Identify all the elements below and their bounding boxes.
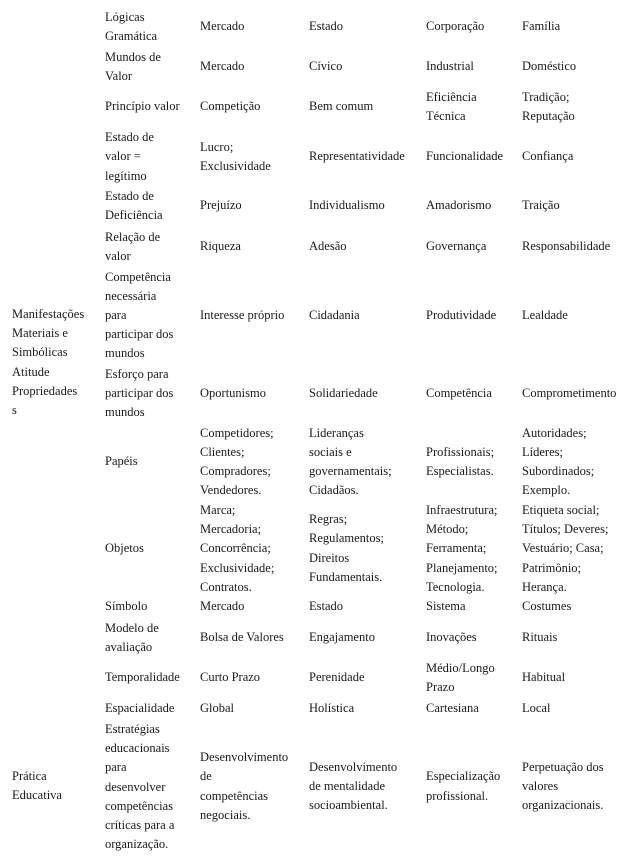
cell-familia: Responsabilidade <box>522 239 611 254</box>
cell-familia: Traição <box>522 198 560 213</box>
cell-familia: Costumes <box>522 599 572 614</box>
cell-corporacao: Competência <box>426 385 492 400</box>
cell-familia: Tradição; Reputação <box>522 89 575 123</box>
group-header-manifestacoes: Manifestações Materiais e Simbólicas Atitude Propriedades s <box>12 307 85 418</box>
cell-mercado: Mercado <box>200 59 245 74</box>
row-label: Espacialidade <box>105 701 175 716</box>
cell-mercado: Lucro; Exclusividade <box>200 139 271 173</box>
row-label: Modelo de avaliação <box>105 620 159 654</box>
cell-familia: Doméstico <box>522 59 577 74</box>
cell-corporacao: Amadorismo <box>426 198 492 213</box>
row-label: Temporalidade <box>105 670 180 685</box>
cell-estado: Holística <box>309 701 355 716</box>
cell-corporacao: Governança <box>426 239 487 254</box>
cell-mercado: Curto Prazo <box>200 670 261 685</box>
cell-estado: Perenidade <box>309 670 365 685</box>
row-label: Relação de valor <box>105 229 161 263</box>
cell-estado: Cívico <box>309 59 343 74</box>
group-header-pratica-educativa: Prática Educativa <box>12 769 62 803</box>
cell-corporacao: Infraestrutura; Método; Ferramenta; Planejamento; Tecnologia. <box>426 503 498 594</box>
cell-estado: Individualismo <box>309 198 385 213</box>
cell-mercado: Prejuízo <box>200 198 242 213</box>
cell-corporacao: Sistema <box>426 599 466 614</box>
cell-corporacao: Eficiência Técnica <box>426 89 477 123</box>
row-label: Lógicas Gramática <box>105 9 158 43</box>
cell-corporacao: Produtividade <box>426 307 497 322</box>
cell-mercado: Competição <box>200 99 261 114</box>
cell-familia: Lealdade <box>522 307 568 322</box>
cell-familia: Etiqueta social; Títulos; Deveres; Vestuário; Casa; Patrimônio; Herança. <box>522 503 609 594</box>
row-label: Estratégias educacionais para desenvolver competências críticas para a organização. <box>105 722 175 852</box>
cell-corporacao: Inovações <box>426 630 477 645</box>
cell-estado: Regras; Regulamentos; Direitos Fundamentais. <box>309 512 384 584</box>
cell-estado: Estado <box>309 599 344 614</box>
cell-mercado: Mercado <box>200 19 245 34</box>
row-label: Princípio valor <box>105 99 180 114</box>
cell-mercado: Bolsa de Valores <box>200 630 284 645</box>
cell-familia: Local <box>522 701 551 716</box>
cell-corporacao: Profissionais; Especialistas. <box>426 444 495 478</box>
row-label: Estado de Deficiência <box>105 189 163 223</box>
cell-familia: Rituais <box>522 630 558 645</box>
row-label: Esforço para participar dos mundos <box>105 366 174 420</box>
cell-familia: Confiança <box>522 149 574 164</box>
row-label: Papéis <box>105 454 138 469</box>
cell-corporacao: Médio/Longo Prazo <box>426 660 495 694</box>
cell-familia: Família <box>522 19 561 34</box>
cell-mercado: Mercado <box>200 599 245 614</box>
cell-corporacao: Cartesiana <box>426 701 479 716</box>
cell-familia: Habitual <box>522 670 566 685</box>
cell-estado: Representatividade <box>309 149 405 164</box>
cell-corporacao: Industrial <box>426 59 474 74</box>
cell-mercado: Oportunismo <box>200 385 266 400</box>
cell-estado: Solidariedade <box>309 385 378 400</box>
cell-familia: Autoridades; Líderes; Subordinados; Exemplo. <box>522 425 595 498</box>
row-label: Símbolo <box>105 599 148 614</box>
cell-estado: Adesão <box>309 239 347 254</box>
cell-mercado: Riqueza <box>200 239 241 254</box>
cell-mercado: Global <box>200 701 235 716</box>
cell-familia: Perpetuação dos valores organizacionais. <box>522 759 604 813</box>
row-label: Competência necessária para participar dos mundos <box>105 269 174 361</box>
row-label: Objetos <box>105 540 144 555</box>
cell-mercado: Desenvolvimento de competências negociais. <box>200 750 289 822</box>
cell-corporacao: Especialização profissional. <box>426 769 501 803</box>
row-label: Estado de valor = legítimo <box>105 130 154 183</box>
cell-mercado: Interesse próprio <box>200 307 285 322</box>
row-label: Mundos de Valor <box>105 49 161 83</box>
cell-estado: Cidadania <box>309 307 360 322</box>
cell-estado: Estado <box>309 19 344 34</box>
cell-estado: Lideranças sociais e governamentais; Cidadãos. <box>309 425 392 498</box>
cell-estado: Engajamento <box>309 630 375 645</box>
cell-estado: Desenvolvimento de mentalidade socioambiental. <box>309 759 398 813</box>
cell-corporacao: Corporação <box>426 19 485 34</box>
cell-estado: Bem comum <box>309 99 374 114</box>
cell-familia: Comprometimento <box>522 385 617 400</box>
cell-mercado: Marca; Mercadoria; Concorrência; Exclusividade; Contratos. <box>200 503 275 594</box>
cell-mercado: Competidores; Clientes; Compradores; Vendedores. <box>200 425 274 498</box>
cell-corporacao: Funcionalidade <box>426 149 504 164</box>
